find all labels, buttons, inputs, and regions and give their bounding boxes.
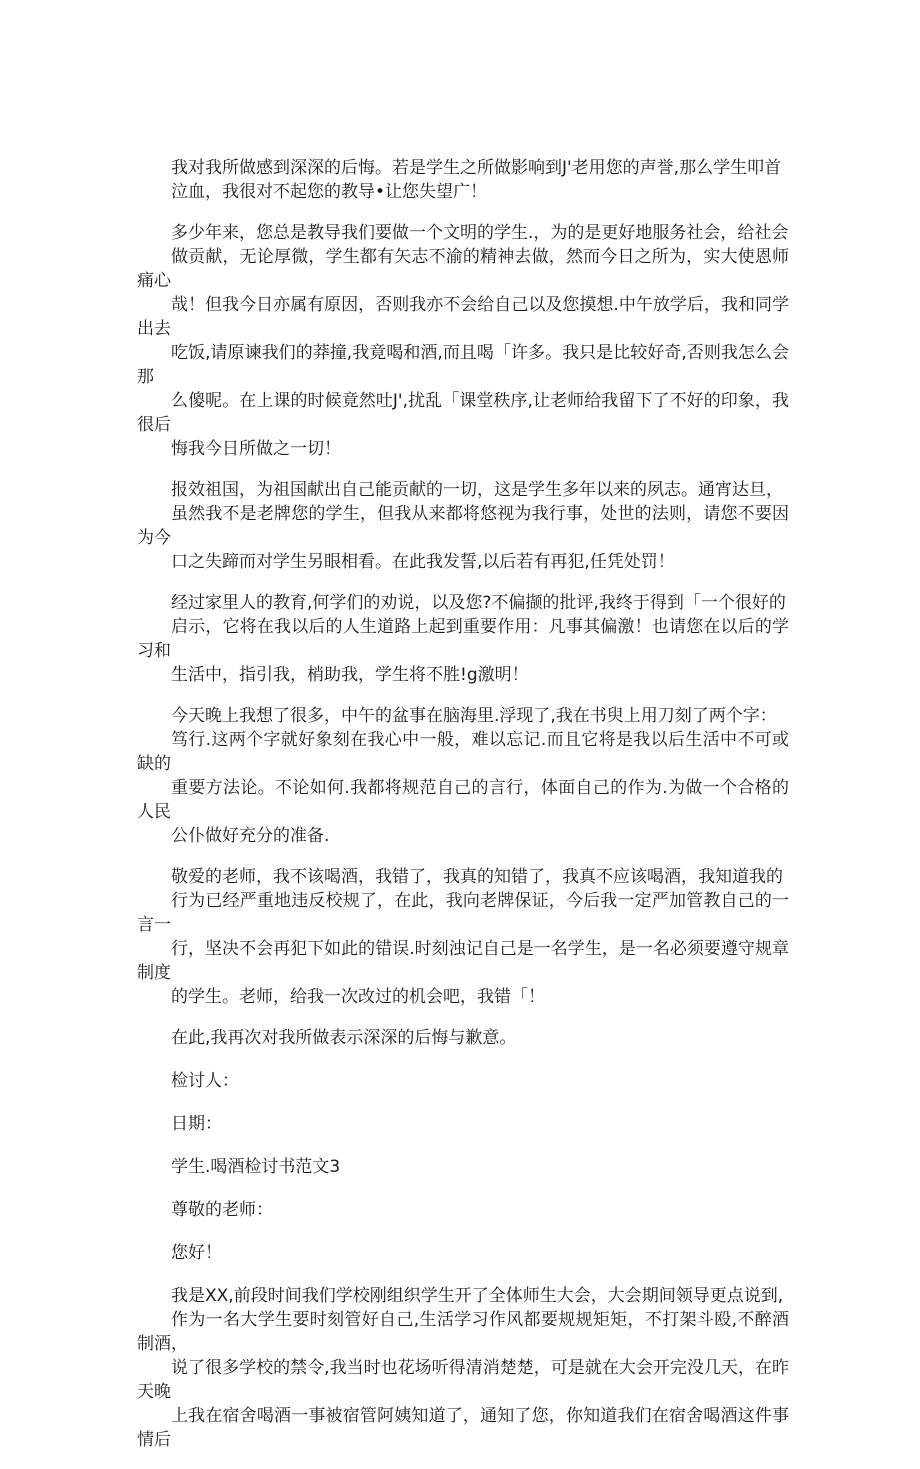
text-line: 吃饭,请原谏我们的莽撞,我竟喝和酒,而且喝「许多。我只是比较好奇,否则我怎么会那 <box>137 343 789 387</box>
text-line: 我对我所做感到深深的后悔。若是学生之所做影响到J'老用您的声誉,那么学生叩首 <box>171 158 782 178</box>
document-body <box>137 156 789 1469</box>
text-line: 启示，它将在我以后的人生道路上起到重要作用：凡事其偏激！也请您在以后的学习和 <box>137 617 789 661</box>
text-line: 报效祖国，为祖国献出自己能贡献的一切，这是学生多年以来的夙志。通宵达旦， <box>171 480 783 500</box>
text-line: 口之失蹄而对学生另眼相看。在此我发誓,以后若有再犯,任凭处罚！ <box>171 552 675 572</box>
text-line: 的学生。老师，给我一次改过的机会吧，我错「！ <box>171 987 545 1007</box>
paragraph-regret <box>137 156 789 204</box>
section-title <box>137 1155 789 1179</box>
text-line: 行，坚决不会再犯下如此的错误.时刻浊记自己是一名学生，是一名必须要遵守规章制度 <box>137 939 789 983</box>
text-line: 做贡献，无论厚微，学生都有矢志不渝的精神去做，然而今日之所为，实大使恩师痛心 <box>137 247 789 291</box>
paragraph-reflection <box>137 704 789 848</box>
text-line: 作为一名大学生要时刻管好自己,生活学习作风都要规规矩矩，不打架斗殴,不醉酒制酒， <box>137 1310 789 1354</box>
text-line: 说了很多学校的禁令,我当时也花场听得清消楚楚，可是就在大会开完没几天，在昨天晚 <box>137 1358 789 1402</box>
text-line: 笃行.这两个字就好象刻在我心中一般，难以忘记.而且它将是我以后生活中不可或缺的 <box>137 730 789 774</box>
paragraph-enlightenment <box>137 591 789 687</box>
text-line: 虽然我不是老牌您的学生，但我从来都将悠视为我行事，处世的法则，请您不要因为今 <box>137 504 789 548</box>
paragraph-apology <box>137 865 789 1009</box>
text-line: 行为已经严重地违反校规了，在此，我向老牌保证，今后我一定严加管教自己的一言一 <box>137 891 789 935</box>
text-line: 生活中，指引我，梢助我，学生将不胜!g激明！ <box>171 665 529 685</box>
text-line: 在此,我再次对我所做表示深深的后悔与歉意。 <box>171 1028 517 1048</box>
text-line: 检讨人： <box>171 1071 239 1091</box>
text-line: 哉！但我今日亦属有原因，否则我亦不会给自己以及您摸想.中午放学后，我和同学出去 <box>137 295 789 339</box>
paragraph-vow <box>137 478 789 574</box>
text-line: 日期： <box>171 1114 222 1134</box>
text-line: 上我在宿舍喝酒一事被宿管阿姨知道了，通知了您，你知道我们在宿舍喝酒这件事情后 <box>137 1406 789 1450</box>
text-line: 公仆做好充分的准备. <box>171 826 330 846</box>
text-line: 重要方法论。不论如何.我都将规范自己的言行，体面自己的作为.为做一个合格的人民 <box>137 778 789 822</box>
paragraph-closing <box>137 1026 789 1050</box>
date-label <box>137 1112 789 1136</box>
text-line: 您好！ <box>171 1243 222 1263</box>
text-line: 我是XX,前段时间我们学校刚组织学生开了全体师生大会，大会期间领导更点说到, <box>171 1286 784 1306</box>
text-line: 悔我今日所做之一切！ <box>171 439 341 459</box>
text-line: 尊敬的老师： <box>171 1200 273 1220</box>
salutation <box>137 1198 789 1222</box>
signature-label <box>137 1069 789 1093</box>
greeting <box>137 1241 789 1265</box>
text-line: 泣血，我很对不起您的教导•让您失望广！ <box>171 182 488 202</box>
text-line: 今天晚上我想了很多，中午的盆事在脑海里.浮现了,我在书臾上用刀刻了两个字： <box>171 706 777 726</box>
paragraph-introduction <box>137 1284 789 1452</box>
text-line: 么傻呢。在上课的时候竟然吐J',扰乱「课堂秩序,让老师给我留下了不好的印象，我很后 <box>137 391 789 435</box>
text-line: 学生.喝酒检讨书范文3 <box>171 1157 341 1177</box>
text-line: 经过家里人的教育,何学们的劝说，以及您?不偏撷的批评,我终于得到「一个很好的 <box>171 593 786 613</box>
paragraph-teaching <box>137 221 789 461</box>
text-line: 多少年来，您总是教导我们要做一个文明的学生.，为的是更好地服务社会，给社会 <box>171 223 789 243</box>
text-line: 敬爱的老师，我不该喝酒，我错了，我真的知错了，我真不应该喝酒，我知道我的 <box>171 867 783 887</box>
